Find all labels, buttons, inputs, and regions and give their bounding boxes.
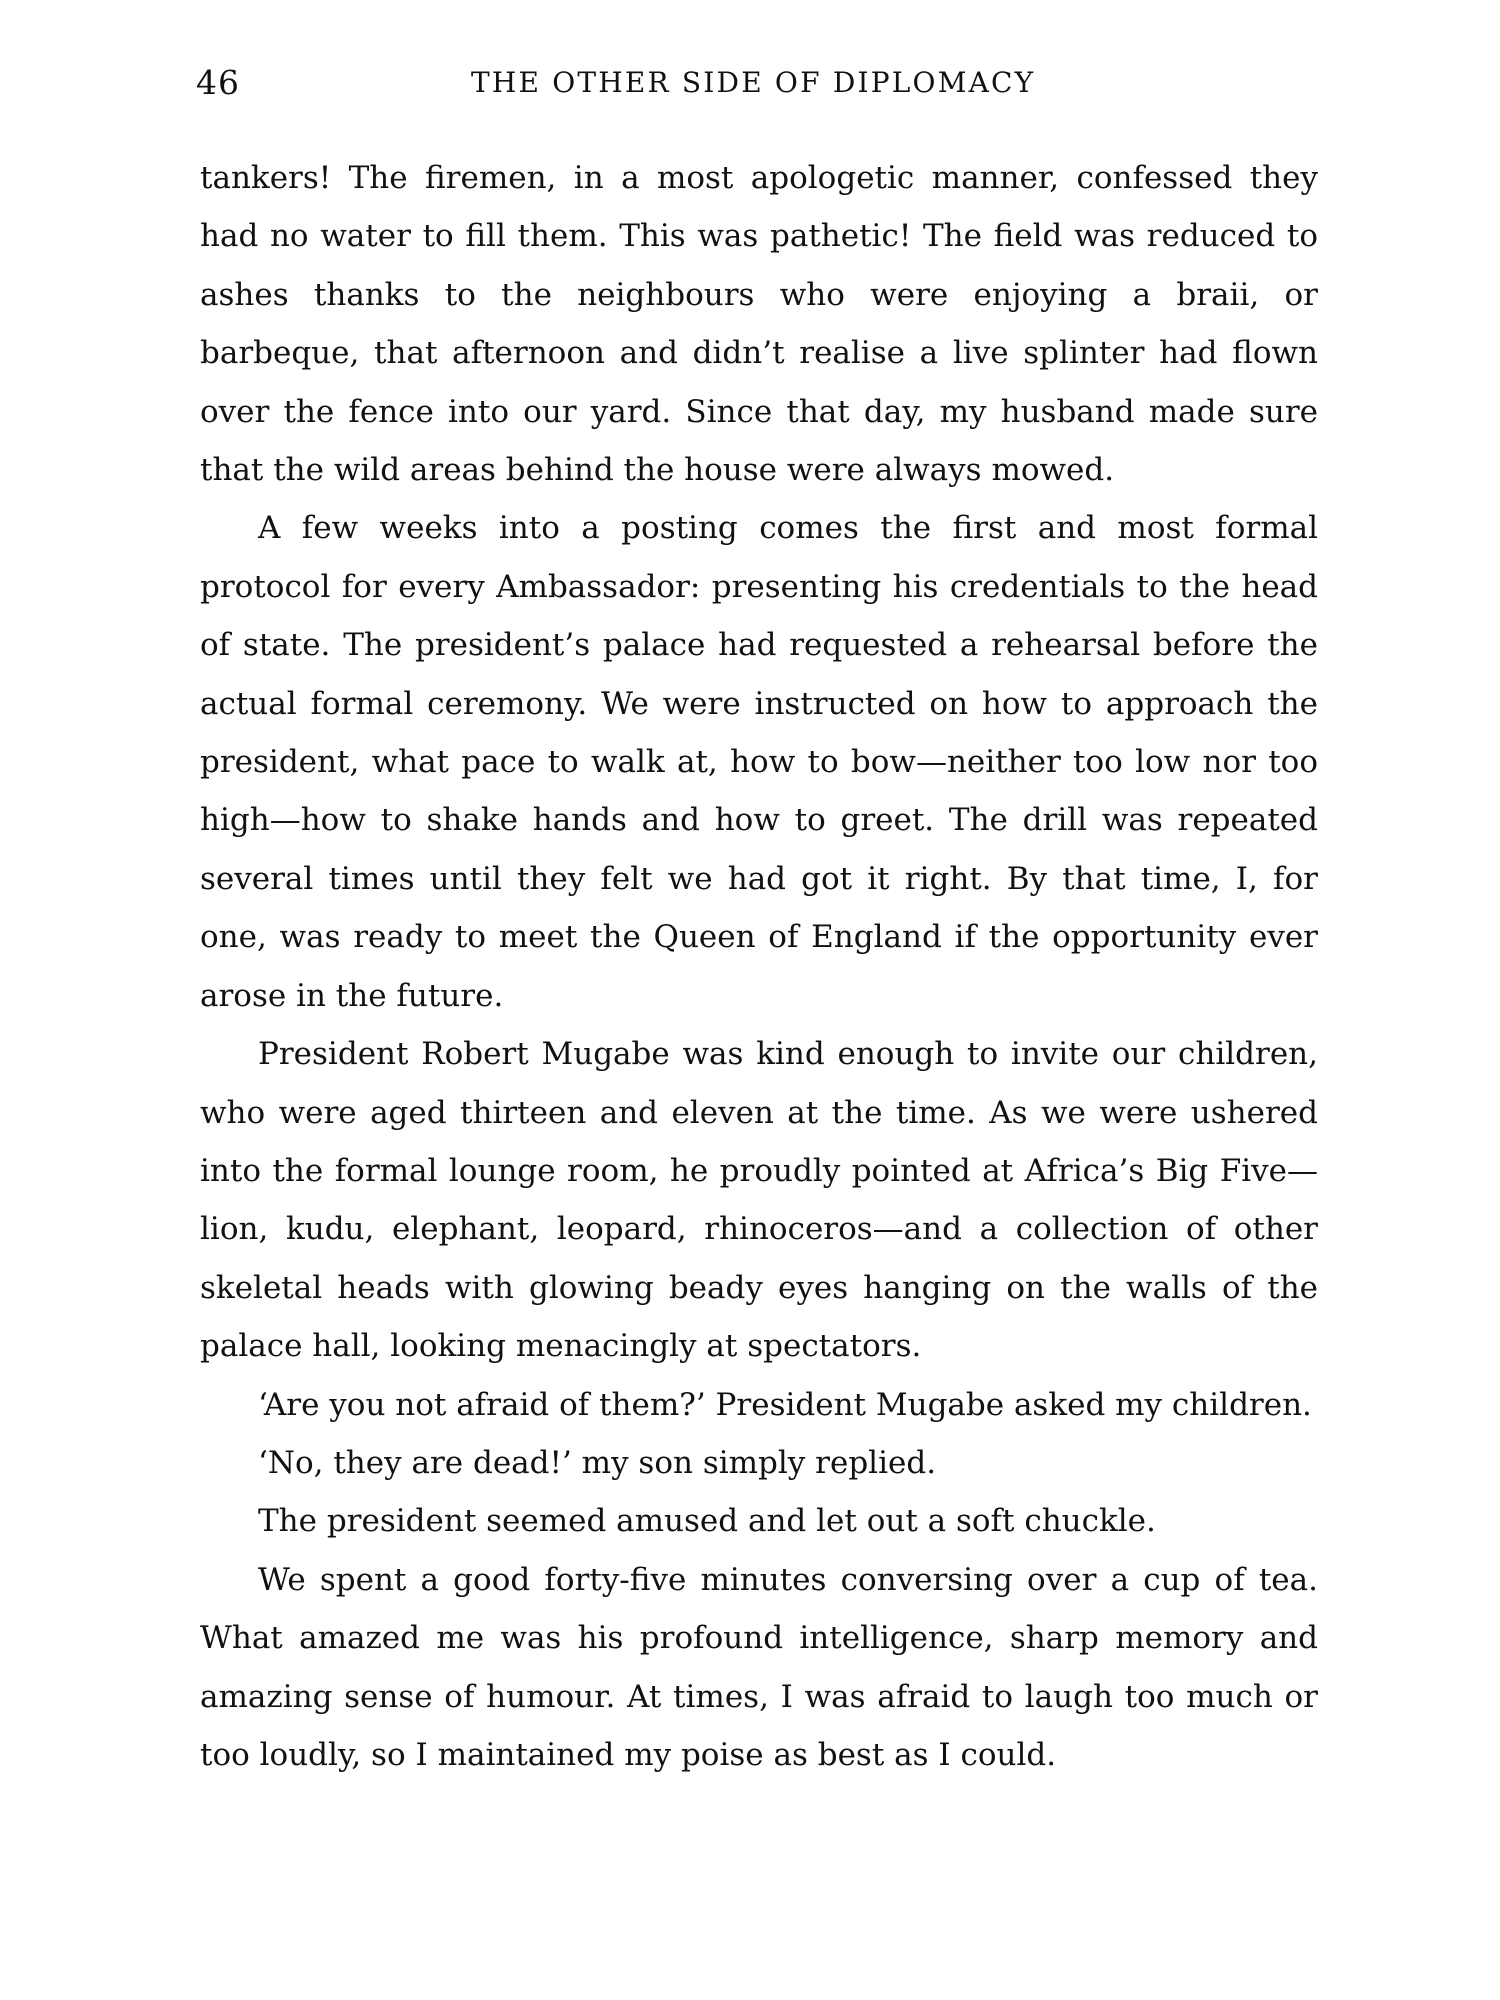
paragraph-chuckle: The president seemed amused and let out a soft chuckle. (258, 1503, 1156, 1540)
paragraph-fire-continuation: tankers! The firemen, in a most apologetic manner, confessed they had no water to fill them. This was pathetic! The field was reduced to ashes thanks to the neighbours who were enjoying a braii, or barbeque, that afternoon and didn’t realise a live splinter had flown over the fence into our yard. Since that day, my husband made sure that the wild areas behind the house were always mowed. (200, 160, 1318, 489)
page-number: 46 (196, 63, 240, 102)
paragraph-mugabe-visit: President Robert Mugabe was kind enough to invite our children, who were aged thirteen and eleven at the time. As we were ushered into the formal lounge room, he proudly pointed at Africa’s Big Five—lion, kudu, elephant, leopard, rhinoceros—and a collection of other skeletal heads with glowing beady eyes hanging on the walls of the palace hall, looking menacingly at spectators. (200, 1036, 1318, 1365)
paragraph-credentials: A few weeks into a posting comes the first and most formal protocol for every Ambassador: presenting his credentials to the head of state. The president’s palace had requested a rehearsal before the actual formal ceremony. We were instructed on how to approach the president, what pace to walk at, how to bow—neither too low nor too high—how to shake hands and how to greet. The drill was repeated several times until they felt we had got it right. By that time, I, for one, was ready to meet the Queen of England if the opportunity ever arose in the future. (200, 510, 1318, 1014)
paragraph-tea: We spent a good forty-five minutes conversing over a cup of tea. What amazed me was his profound intelligence, sharp memory and amazing sense of humour. At times, I was afraid to laugh too much or too loudly, so I maintained my poise as best as I could. (200, 1561, 1318, 1773)
running-head (196, 58, 1316, 108)
paragraph-reply: ‘No, they are dead!’ my son simply replied. (258, 1444, 937, 1481)
paragraph-question: ‘Are you not afraid of them?’ President Mugabe asked my children. (258, 1386, 1312, 1423)
body-text (200, 149, 1318, 1784)
running-title: THE OTHER SIDE OF DIPLOMACY (471, 66, 1036, 99)
